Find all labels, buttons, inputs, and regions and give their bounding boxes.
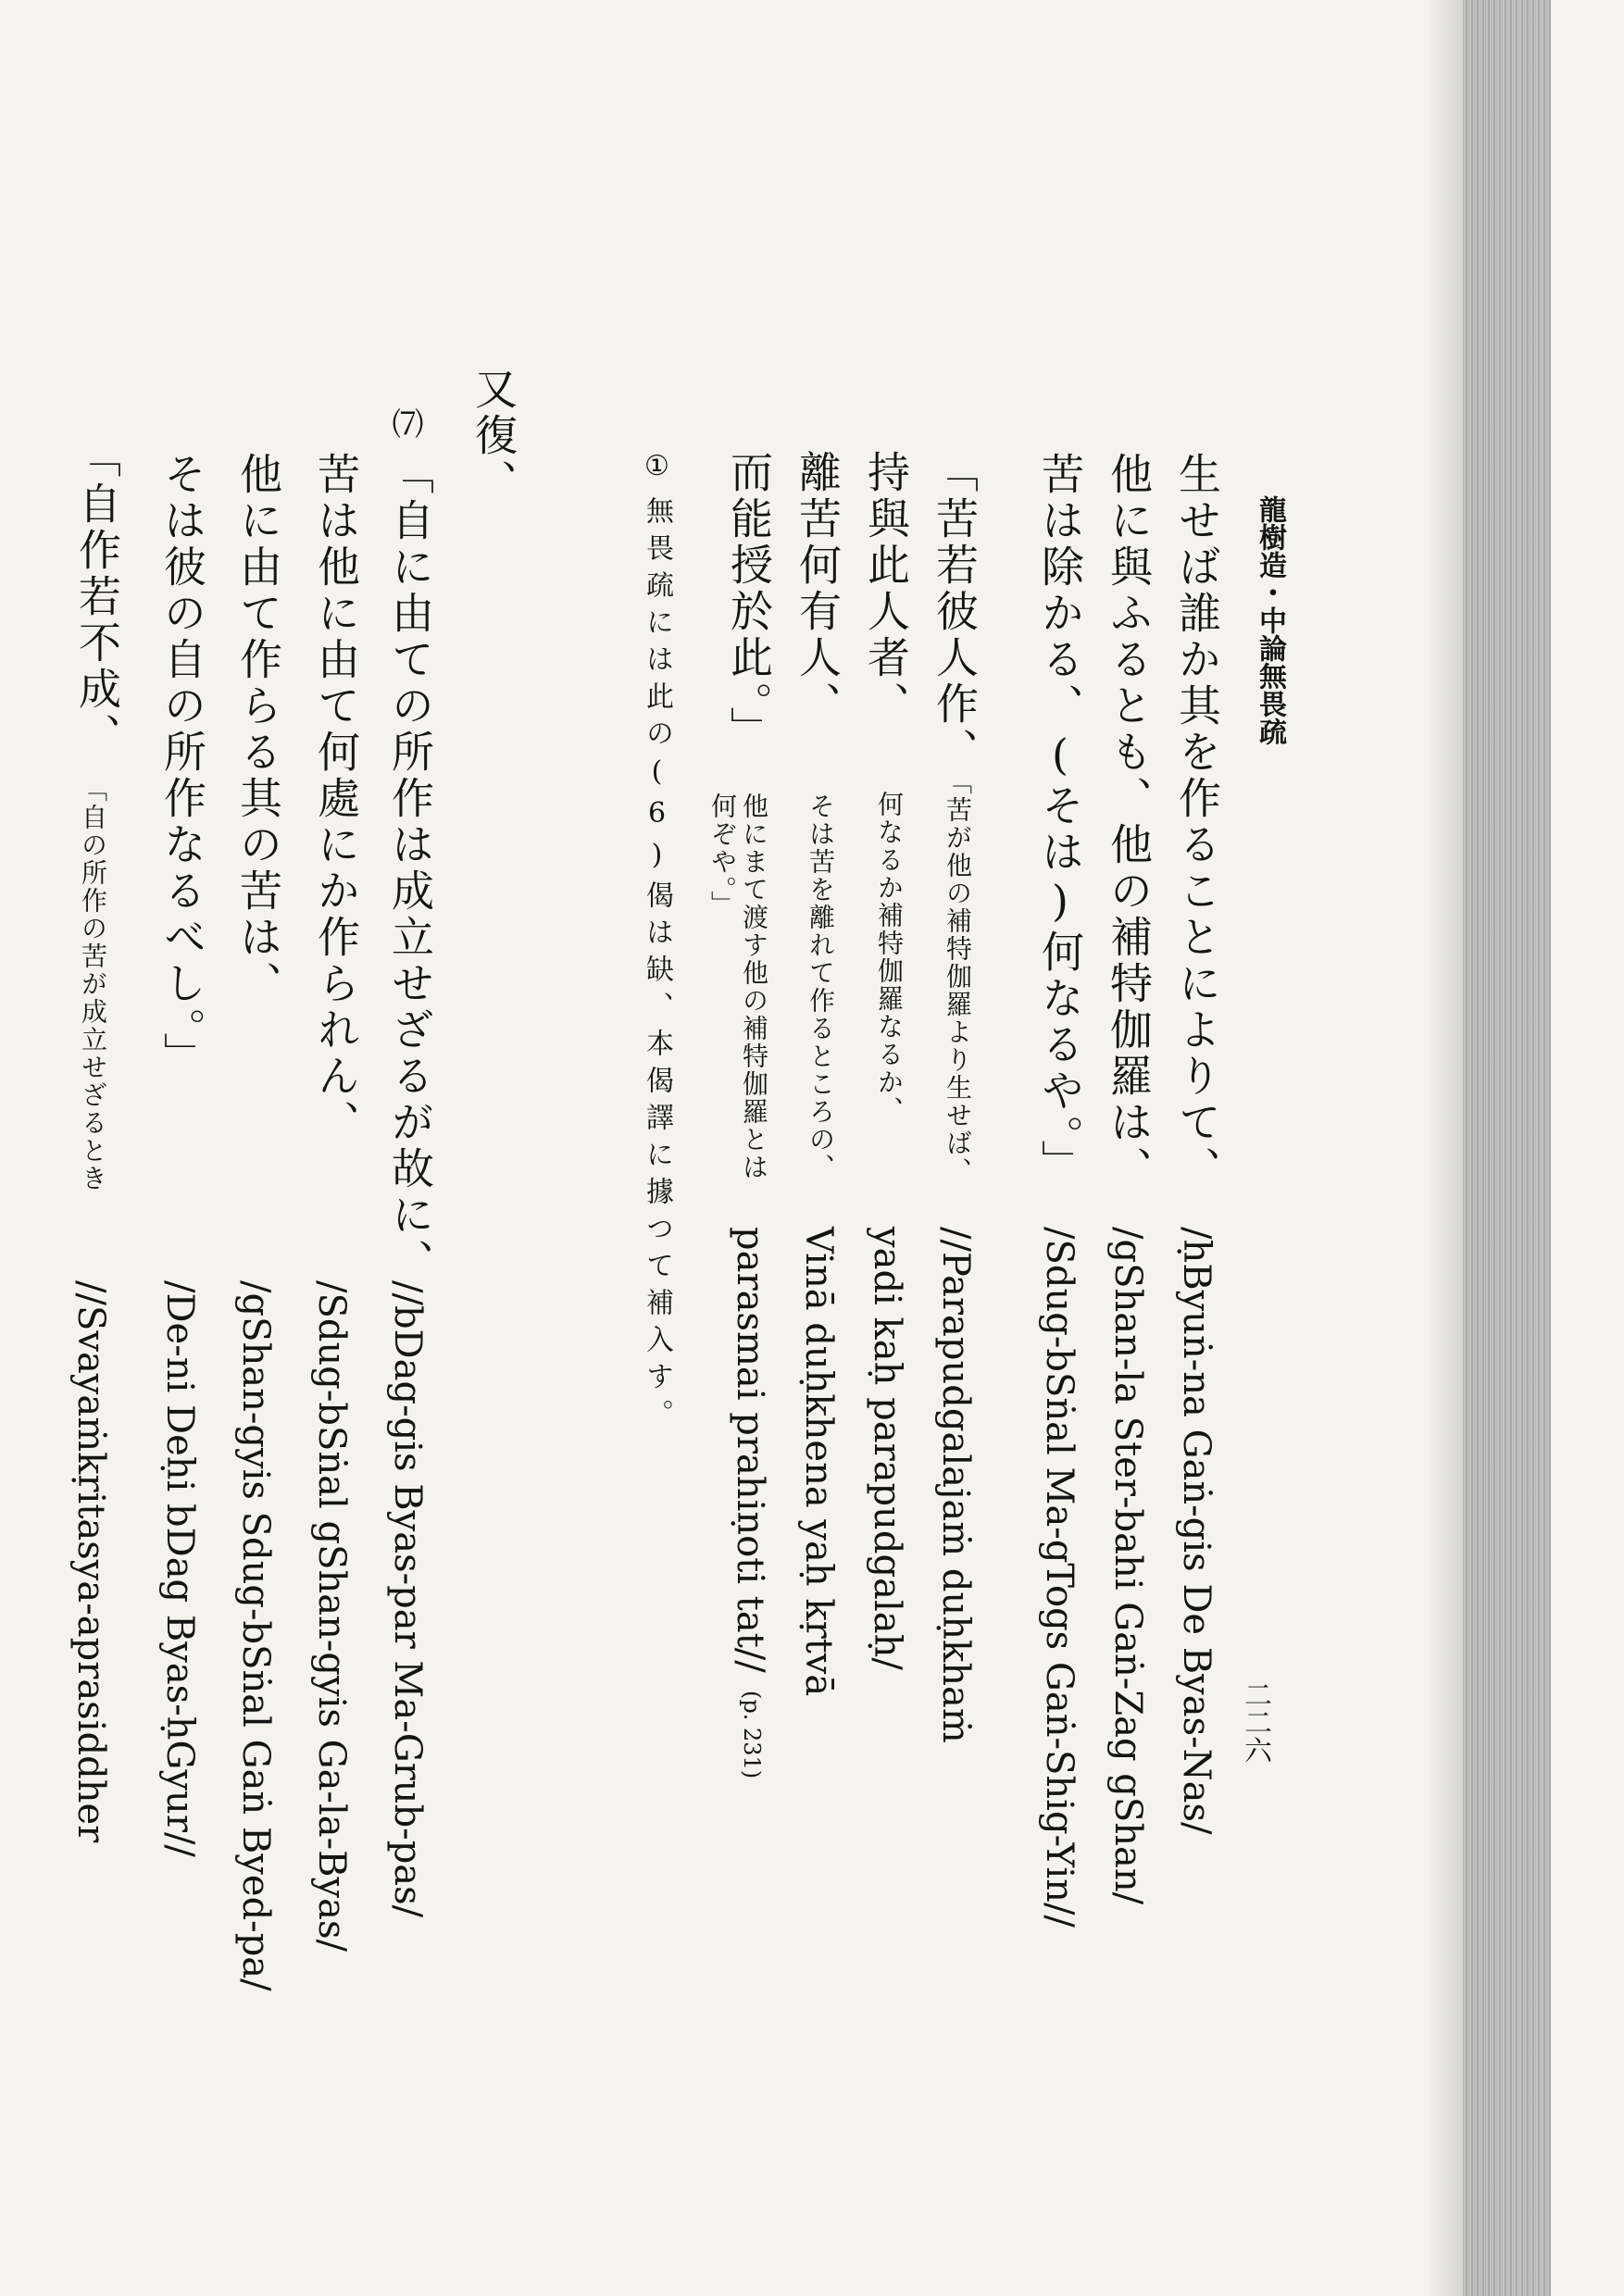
sanskrit-line: yadi kaḥ parapudgalaḥ/ xyxy=(866,1227,908,1670)
block1-line: 生せば誰か其を作ることによりて、 xyxy=(1172,452,1222,1192)
block1-line: 苦は除かる、(そは)何なるや。」 xyxy=(1035,452,1085,1186)
block4-verse-line: 「自作若不成、 xyxy=(72,435,122,759)
block2-verse-line: 離苦何有人、 xyxy=(793,450,843,728)
block3-intro: 又復、 xyxy=(468,367,518,505)
tibetan-line: /gShan-la Ster-bahi Gaṅ-Zag gShan/ xyxy=(1106,1227,1149,1905)
tibetan-line: //bDag-gis Byas-par Ma-Grub-pas/ xyxy=(386,1280,429,1918)
running-title: 龍樹造・中論無畏疏 xyxy=(1254,495,1286,745)
tibetan-line: /ḥByuṅ-na Gaṅ-gis De Byas-Nas/ xyxy=(1175,1227,1218,1835)
page-edge xyxy=(1463,0,1551,2296)
sanskrit-line: parasmai prahiṇoti tat// xyxy=(729,1227,771,1673)
block1-line: 他に與ふるとも、他の補特伽羅は、 xyxy=(1104,452,1154,1192)
block2-gloss-line: 「苦が他の補特伽羅より生せば、 xyxy=(943,768,973,1185)
block3-line: そは彼の自の所作なるべし。」 xyxy=(157,452,207,1079)
sanskrit-line: //Svayaṁkṛitasya-aprasiddher xyxy=(69,1280,112,1843)
block2-verse-line: 而能授於此。」 xyxy=(724,450,774,753)
block3-line: 他に由て作らる其の苦は、 xyxy=(233,452,283,1007)
block3-line: 「自に由ての所作は成立せざるが故に、 xyxy=(385,452,435,1285)
tibetan-line: /Sdug-bSṅal gShan-gyis Ga-la-Byas/ xyxy=(310,1280,353,1952)
page-edge-shadow xyxy=(1426,0,1463,2296)
block2-gloss-line: 何ぞや。」 xyxy=(707,792,738,918)
sanskrit-line: Vinā duḥkhena yaḥ kṛtvā xyxy=(797,1227,840,1697)
block2-verse-line: 持與此人者、 xyxy=(861,450,911,728)
sanskrit-line: //Parapudgalajaṁ duḥkhaṁ xyxy=(934,1227,977,1743)
sanskrit-page-ref: (p. 231) xyxy=(739,1691,765,1779)
verse-number: ⑺ xyxy=(386,407,423,443)
block2-gloss-line: 他にまて渡す他の補特伽羅とは xyxy=(739,792,769,1181)
block2-gloss-line: そは苦を離れて作るところの、 xyxy=(806,792,836,1181)
block3-line: 苦は他に由て何處にか作られん、 xyxy=(311,452,361,1146)
footnote-text: 無畏疏には此の(6)偈は缺、本偈譯に據つて補入す。 xyxy=(641,496,673,1436)
block2-verse-line: 「苦若彼人作、 xyxy=(930,450,980,774)
block2-gloss-line: 何なるか補特伽羅なるか、 xyxy=(874,791,905,1124)
page-number: 二二六 xyxy=(1239,1680,1271,1764)
tibetan-line: /Sdug-bSṅal Ma-gTogs Gaṅ-Shig-Yin// xyxy=(1038,1227,1081,1928)
tibetan-line: /De-ni Deḥi bDag Byas-ḥGyur// xyxy=(158,1280,201,1857)
block4-gloss: 「自の所作の苦が成立せざるとき xyxy=(78,776,108,1192)
tibetan-line: /gShan-gyis Sdug-bSṅal Gaṅ Byed-pa/ xyxy=(234,1280,277,1991)
footnote-marker: ① xyxy=(641,450,673,492)
